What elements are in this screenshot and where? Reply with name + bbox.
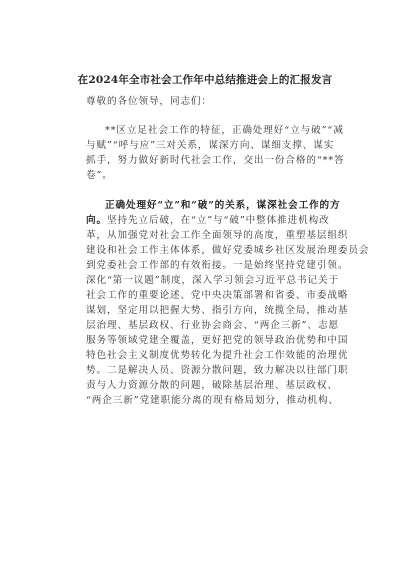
intro-line: **区立足社会工作的特征，正确处理好“立与破”“减 (105, 125, 344, 136)
document-title: 在2024年全市社会工作年中总结推进会上的汇报发言 (77, 74, 333, 86)
body-line: 到党委社会工作部的有效衔接。一是始终坚持党建引领。 (86, 260, 349, 271)
body-line: 深化“第一议题”制度，深入学习领会习近平总书记关于 (86, 275, 339, 286)
intro-line: 与赋”“呼与应”三对关系，谋深方向、谋细支撑、谋实 (86, 140, 335, 151)
body-line: 服务等领域党建全覆盖，更好把党的领导政治优势和中国 (86, 335, 349, 346)
section-heading-line-2 (86, 215, 330, 227)
body-line: 革，从加强党对社会工作全面领导的高度，重塑基层组织 (86, 230, 349, 241)
body-line: 势。二是解决人员、资源分散问题，致力解决以往部门职 (86, 365, 349, 376)
body-line: 谋划，坚定用以把握大势、指引方向，统揽全局，推动基 (86, 305, 349, 316)
body-line: “两企三新”党建职能分离的现有格局划分，推动机构、 (86, 395, 339, 406)
body-line: 社会工作的重要论述、党中央决策部署和省委、市委战略 (86, 290, 349, 301)
body-line: 建设和社会工作主体体系，做好党委城乡社区发展治理委员会 (86, 245, 370, 256)
body-line: 责与人力资源分散的问题，破除基层治理、基层政权、 (86, 380, 338, 391)
body-line: 层治理、基层政权、行业协会商会、“两企三新”、志愿 (86, 320, 339, 331)
section-first-line-text: 坚持先立后破，在“立”与“破”中整体推进机构改 (107, 215, 330, 226)
body-line: 特色社会主义制度优势转化为提升社会工作效能的治理优 (86, 350, 349, 361)
salutation: 尊敬的各位领导，同志们： (86, 96, 212, 107)
section-heading: 正确处理好“立”和“破”的关系，谋深社会工作的方 (105, 200, 341, 211)
section-heading-end: 向。 (86, 215, 107, 226)
intro-line: 抓手，努力做好新时代社会工作，交出一份合格的“**答 (86, 155, 345, 166)
intro-line: 卷”。 (86, 170, 113, 181)
